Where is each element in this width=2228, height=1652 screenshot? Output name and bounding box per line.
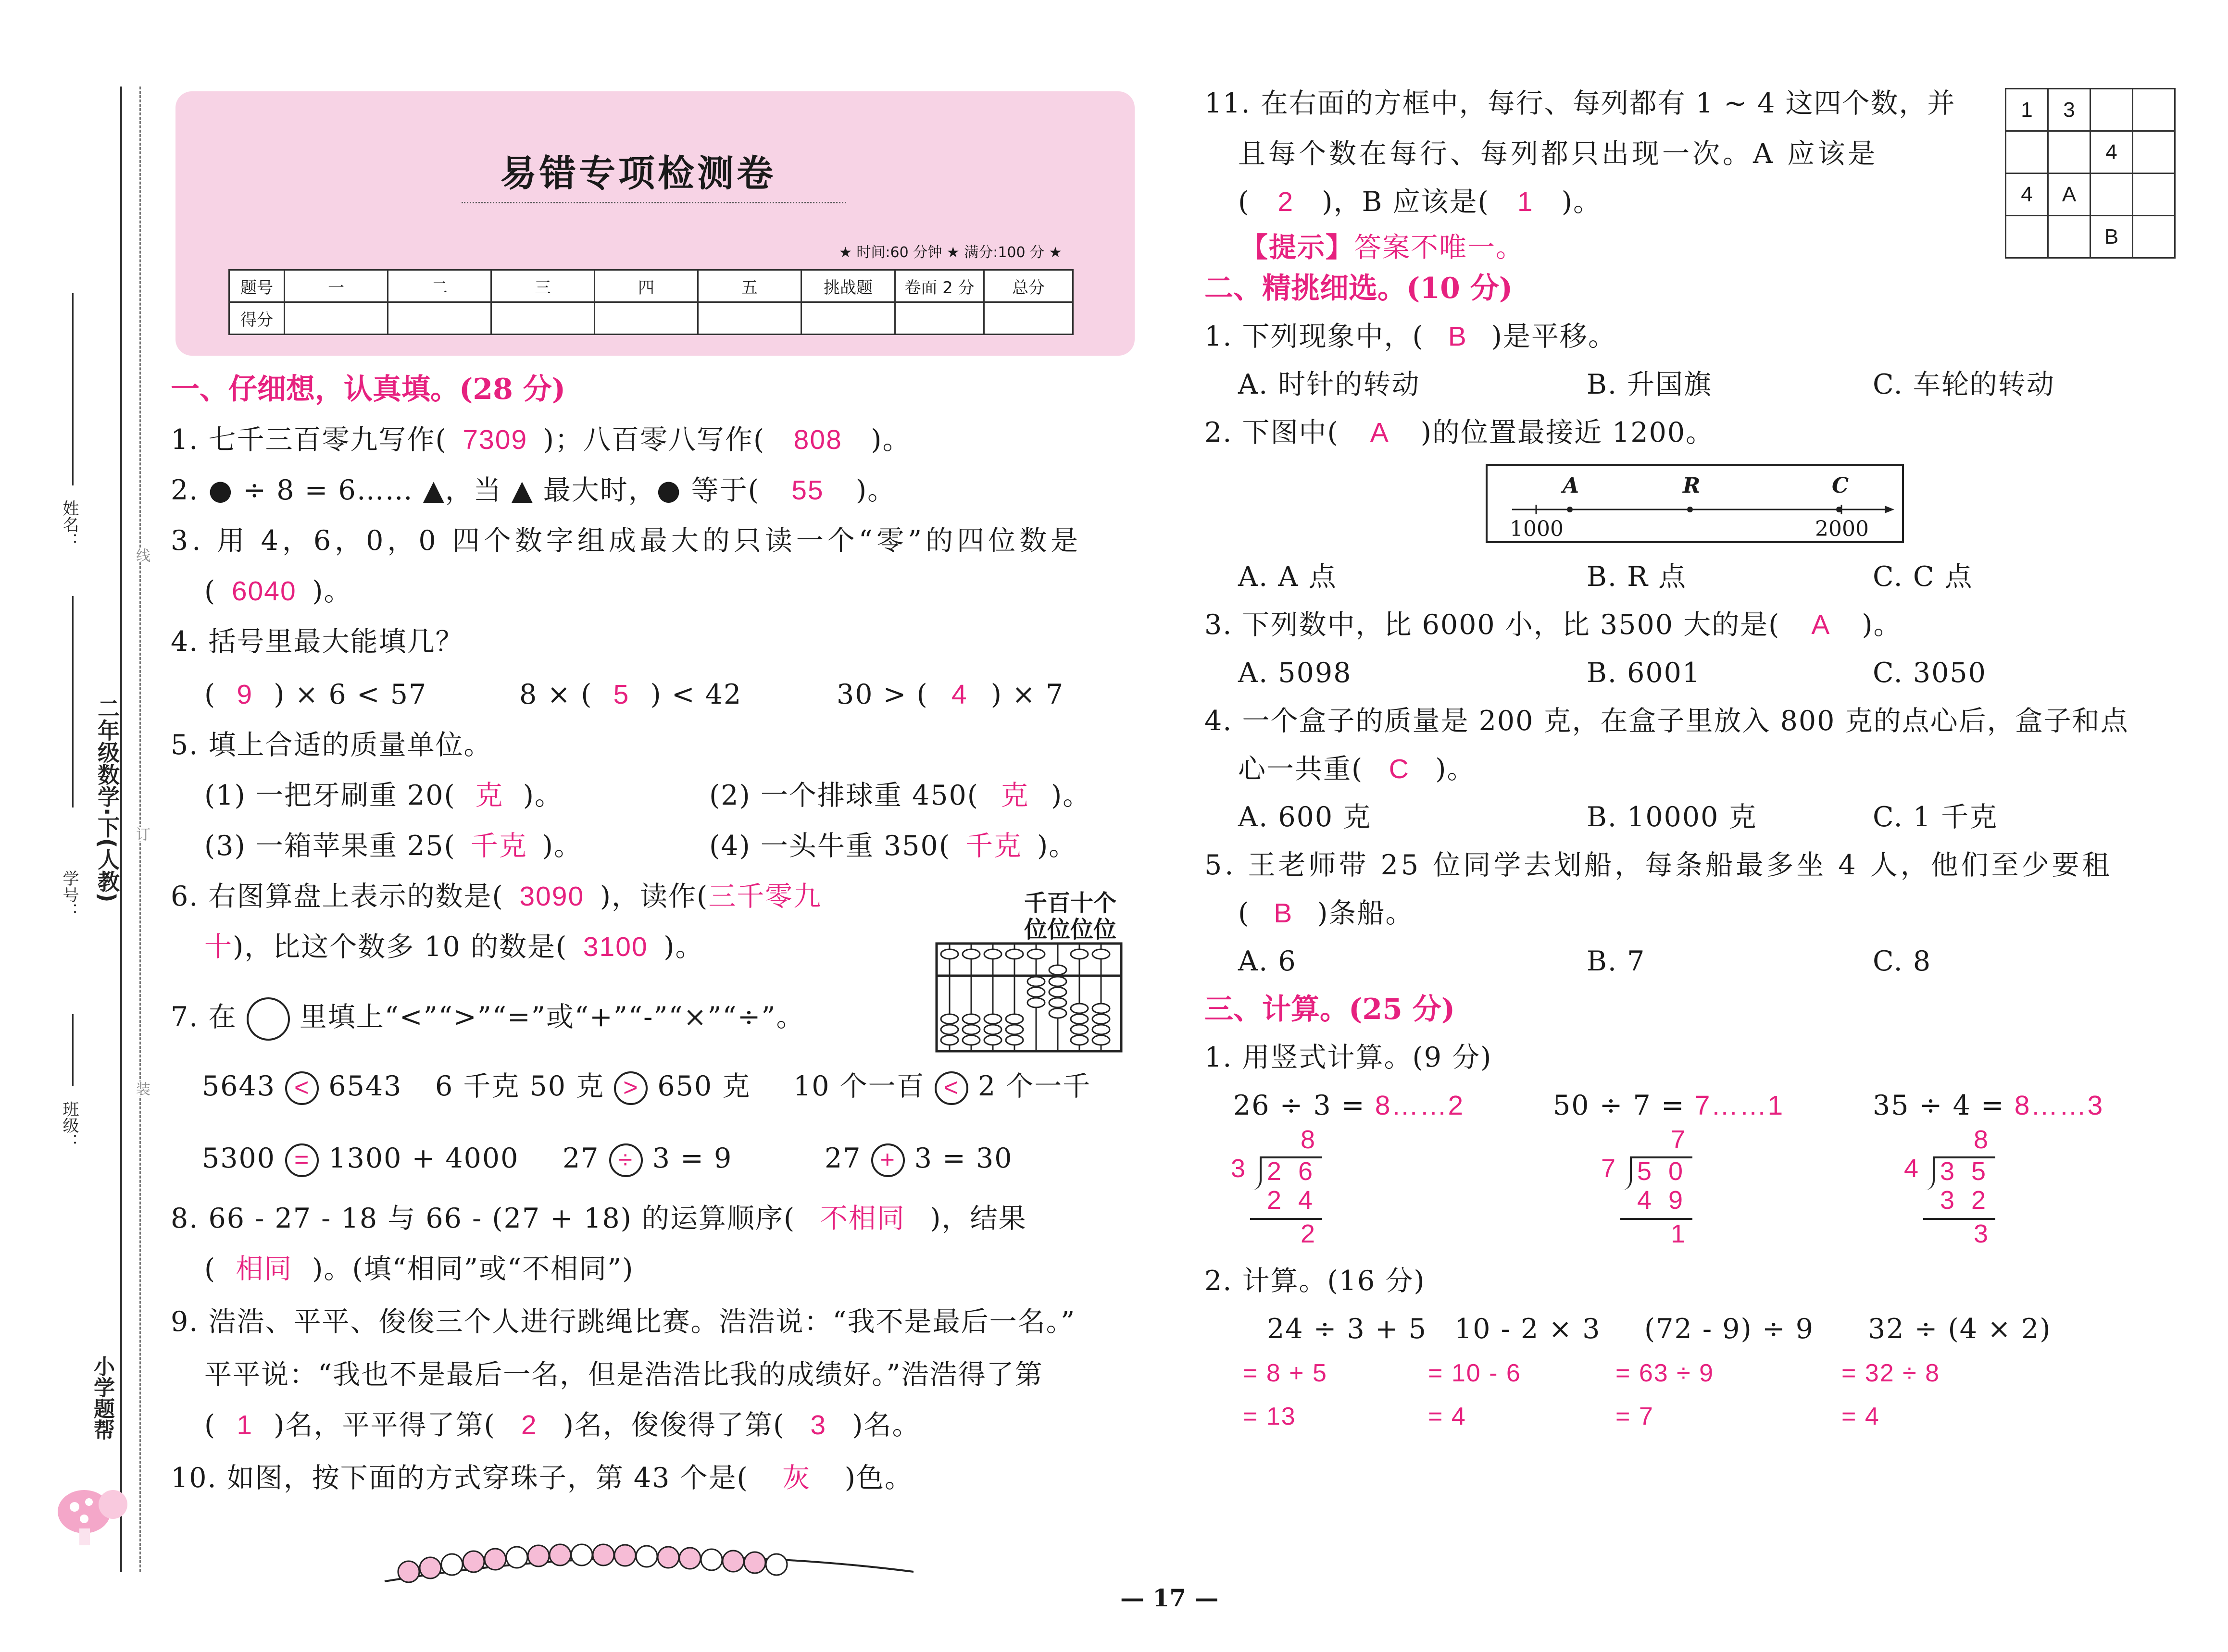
seal-mark: 装	[131, 1081, 152, 1096]
q2-text: 2. ● ÷ 8 = 6…… ▲，当 ▲ 最大时，● 等于(	[171, 474, 760, 506]
q10-text: )色。	[844, 1462, 914, 1494]
grid-cell	[2133, 174, 2175, 216]
grid-cell	[2090, 89, 2133, 131]
q6-text: )，读作(	[600, 881, 709, 912]
book-label: 二年级数学·下(人教)	[94, 697, 120, 903]
axis-point-c: C	[1832, 473, 1849, 498]
q7-row-2	[202, 1142, 519, 1177]
q5-text: )。	[542, 830, 582, 862]
q6-line2	[204, 930, 704, 964]
q7-right: 650 克	[657, 1070, 751, 1102]
grid-cell: 4	[2006, 174, 2048, 216]
s2-q4: 4. 一个盒子的质量是 200 克，在盒子里放入 800 克的点心后，盒子和点	[1204, 705, 2129, 737]
q7-left: 10 个一百	[793, 1070, 925, 1102]
q8-text: )。(填“相同”或“不相同”)	[312, 1253, 634, 1285]
q1-answer-2: 808	[793, 424, 842, 455]
division-expr-2	[1553, 1089, 1784, 1122]
division-answer: 8……2	[1375, 1090, 1464, 1121]
axis-end-label: 2000	[1815, 517, 1869, 541]
q4-expr-2	[519, 678, 742, 711]
q9-answer-3: 3	[810, 1410, 827, 1441]
quotient: 8	[1301, 1125, 1315, 1154]
axis-point-r: R	[1683, 473, 1701, 498]
product: 3 2	[1940, 1186, 1991, 1215]
class-blank	[72, 1014, 74, 1086]
hint-label: 【提示】	[1240, 231, 1354, 263]
empty-circle-icon	[247, 997, 290, 1041]
q6-text: 6. 右图算盘上表示的数是(	[171, 881, 504, 912]
hint-text: 答案不唯一。	[1354, 232, 1524, 263]
q6-answer-2-cont: 十	[204, 932, 233, 962]
q6-text: )。	[663, 931, 704, 963]
brand-label: 小学题帮	[90, 1355, 114, 1440]
q9-line3	[204, 1408, 920, 1442]
division-expr: 35 ÷ 4 =	[1873, 1090, 2015, 1121]
q9-line2: 平平说：“我也不是最后一名，但是浩浩比我的成绩好。”浩浩得了第	[204, 1359, 1043, 1391]
q9-line1: 9. 浩浩、平平、俊俊三个人进行跳绳比赛。浩浩说：“我不是最后一名。”	[171, 1306, 1076, 1338]
q10-answer: 灰	[782, 1463, 811, 1493]
axis-start-label: 1000	[1510, 517, 1564, 541]
s2-q5-answer: B	[1274, 898, 1293, 929]
q1-text: )；八百零八写作(	[543, 424, 765, 456]
s2-q3-opt-a: A. 5098	[1238, 657, 1352, 689]
page-number: — 17 —	[1120, 1584, 1219, 1612]
q4-text: ) < 42	[650, 679, 742, 710]
q6-answer-3: 3100	[583, 932, 648, 962]
sidebar-name-label: 姓名：	[60, 500, 79, 549]
grid-cell	[2006, 131, 2048, 174]
q5-answer-1: 克	[475, 780, 504, 811]
q11-text: )。	[1561, 186, 1602, 218]
division-bracket	[1620, 1156, 1632, 1190]
q7-text: 里填上“<”“>”“=”或“+”“-”“×”“÷”。	[299, 1001, 805, 1033]
q7-answer-circle: >	[614, 1071, 648, 1105]
q7-answer-circle: =	[285, 1143, 319, 1177]
name-blank	[72, 293, 74, 485]
q5-part-3	[204, 829, 582, 863]
grid-cell	[2133, 216, 2175, 258]
q8-text: )，结果	[930, 1203, 1027, 1234]
s2-q5-text: (	[1238, 897, 1250, 929]
q7-left: 27	[825, 1143, 862, 1174]
q4-title: 4. 括号里最大能填几？	[171, 626, 464, 658]
score-header: 题号	[229, 270, 285, 302]
score-table	[228, 269, 1074, 335]
q11-line2: 且每个数在每行、每列都只出现一次。A 应该是	[1238, 138, 1878, 170]
title-underline	[462, 202, 846, 203]
q9-text: )名，俊俊得了第(	[563, 1409, 785, 1441]
q2-text: )。	[855, 474, 896, 506]
division-expr-3	[1873, 1089, 2103, 1122]
calc-step-3a: = 63 ÷ 9	[1615, 1359, 1715, 1387]
q9-answer-2: 2	[521, 1410, 538, 1441]
s2-q3-opt-b: B. 6001	[1587, 657, 1701, 689]
score-header: 卷面 2 分	[895, 270, 984, 302]
q1	[171, 423, 911, 457]
q2	[171, 473, 896, 507]
q11-text: )，B 应该是(	[1322, 186, 1490, 218]
q7-row-1b	[435, 1069, 751, 1105]
s2-q5-line2	[1238, 896, 1414, 930]
q1-answer-1: 7309	[463, 424, 528, 455]
mushroom-logo	[55, 1476, 132, 1548]
q3-text: (	[204, 575, 216, 607]
bind-mark: 订	[131, 827, 152, 841]
s2-q4-opt-a: A. 600 克	[1238, 801, 1372, 833]
remainder: 3	[1974, 1219, 1989, 1248]
sidebar-id-label: 学号：	[60, 870, 79, 919]
q5-text: (2) 一个排球重 450(	[709, 780, 979, 811]
s2-q2-opt-b: B. R 点	[1587, 561, 1687, 593]
grid-cell: 1	[2006, 89, 2048, 131]
q1-text: 1. 七千三百零九写作(	[171, 424, 447, 456]
q8	[171, 1202, 1027, 1235]
q8-answer-1: 不相同	[820, 1203, 905, 1234]
grid-cell: 3	[2048, 89, 2090, 131]
division-expr: 26 ÷ 3 =	[1233, 1090, 1375, 1121]
q11-text: (	[1238, 186, 1250, 218]
section3-title: 三、计算。(25 分)	[1204, 993, 1455, 1026]
division-bracket	[1250, 1156, 1262, 1190]
q4-text: (	[204, 679, 216, 710]
q5-answer-3: 千克	[470, 831, 527, 861]
grid-cell	[2133, 89, 2175, 131]
s2-q5-opt-a: A. 6	[1238, 945, 1297, 977]
score-cell[interactable]	[698, 302, 801, 335]
q8-answer-2: 相同	[236, 1254, 293, 1284]
score-header: 五	[698, 270, 801, 302]
q5-title: 5. 填上合适的质量单位。	[171, 729, 492, 761]
s2-q1-opt-c: C. 车轮的转动	[1873, 369, 2055, 400]
q4-answer-2: 5	[613, 679, 630, 710]
calc-expr-2: 10 - 2 × 3	[1454, 1313, 1601, 1345]
s2-q1-text: )是平移。	[1491, 321, 1616, 352]
q7-title	[171, 997, 805, 1041]
dividend: 2 6	[1267, 1157, 1318, 1186]
q11-line1: 11. 在右面的方框中，每行、每列都有 1 ~ 4 这四个数，并	[1204, 87, 1956, 119]
score-header: 三	[491, 270, 595, 302]
q9-text: )名，平平得了第(	[274, 1409, 496, 1441]
s3-q2-title: 2. 计算。(16 分)	[1204, 1265, 1426, 1297]
s2-q4-opt-c: C. 1 千克	[1873, 801, 1998, 833]
s3-q1-title: 1. 用竖式计算。(9 分)	[1204, 1042, 1492, 1073]
divisor: 7	[1601, 1154, 1616, 1183]
division-expr-1	[1233, 1089, 1464, 1122]
q6	[171, 880, 828, 913]
s2-q4-answer: C	[1389, 754, 1410, 784]
calc-step-1b: = 13	[1243, 1403, 1296, 1430]
q4-text: ) × 7	[990, 679, 1064, 710]
q5-answer-2: 克	[1001, 780, 1029, 811]
s2-q5-opt-c: C. 8	[1873, 945, 1932, 977]
q5-text: )。	[1051, 780, 1091, 811]
q4-text: ) × 6 < 57	[274, 679, 427, 710]
q11-line3	[1238, 185, 1602, 219]
q7-row-2c	[825, 1142, 1013, 1177]
grid-cell	[2090, 174, 2133, 216]
divisor: 3	[1231, 1154, 1246, 1183]
section1-title: 一、仔细想，认真填。(28 分)	[171, 373, 566, 406]
q7-row-1c	[793, 1069, 1091, 1105]
id-blank	[72, 596, 74, 807]
calc-step-4a: = 32 ÷ 8	[1841, 1359, 1940, 1387]
q4-answer-1: 9	[237, 679, 253, 710]
q3-answer: 6040	[231, 576, 297, 607]
s2-q3	[1204, 608, 1902, 642]
q11-hint	[1240, 231, 1524, 264]
quotient: 7	[1671, 1125, 1686, 1154]
axis-point-a: A	[1563, 473, 1579, 498]
s2-q1	[1204, 320, 1616, 353]
calc-expr-3: (72 - 9) ÷ 9	[1644, 1313, 1815, 1345]
score-cell[interactable]	[895, 302, 984, 335]
sidebar-class-label: 班级：	[60, 1101, 79, 1150]
q4-expr-3	[837, 678, 1064, 711]
q1-text: )。	[871, 424, 911, 456]
s2-q2-opt-a: A. A 点	[1238, 561, 1337, 593]
q8-line2	[204, 1252, 634, 1286]
grid-cell: 4	[2090, 131, 2133, 174]
s2-q2-answer: A	[1370, 417, 1389, 448]
s2-q4-opt-b: B. 10000 克	[1587, 801, 1757, 833]
quotient: 8	[1974, 1125, 1989, 1154]
score-header: 二	[388, 270, 491, 302]
grid-cell	[2006, 216, 2048, 258]
q7-left: 6 千克 50 克	[435, 1070, 605, 1102]
score-cell[interactable]	[595, 302, 698, 335]
s2-q4-text: 心一共重(	[1238, 753, 1364, 785]
grid-cell	[2048, 131, 2090, 174]
long-division-1	[1231, 1125, 1351, 1259]
q7-right: 3 = 9	[652, 1143, 733, 1174]
abacus-label-2: 位位位位	[1024, 916, 1117, 943]
s2-q1-text: 1. 下列现象中，(	[1204, 321, 1424, 352]
remainder: 1	[1671, 1219, 1686, 1248]
q10-text: 10. 如图，按下面的方式穿珠子，第 43 个是(	[171, 1462, 749, 1494]
q8-text: (	[204, 1253, 216, 1285]
q4-text: 8 × (	[519, 679, 593, 710]
q7-right: 6543	[328, 1070, 402, 1102]
long-division-3	[1904, 1125, 2024, 1259]
q5-text: (1) 一把牙刷重 20(	[204, 780, 456, 811]
q7-answer-circle: <	[935, 1071, 968, 1105]
s2-q5-text: )条船。	[1317, 897, 1414, 929]
score-header: 挑战题	[801, 270, 895, 302]
s2-q3-answer: A	[1811, 609, 1831, 640]
q9-answer-1: 1	[237, 1410, 253, 1441]
abacus-label-1: 千百十个	[1024, 890, 1117, 917]
page-title: 易错专项检测卷	[500, 152, 776, 195]
s2-q4-text: )。	[1435, 753, 1476, 785]
s2-q5: 5. 王老师带 25 位同学去划船，每条船最多坐 4 人，他们至少要租	[1204, 849, 2113, 881]
score-cell[interactable]	[801, 302, 895, 335]
q5-part-4	[709, 829, 1077, 863]
score-header: 四	[595, 270, 698, 302]
calc-step-2b: = 4	[1428, 1403, 1466, 1430]
q6-text: )，比这个数多 10 的数是(	[233, 931, 568, 963]
s2-q3-text: )。	[1862, 609, 1902, 641]
q9-text: (	[204, 1409, 216, 1441]
q5-text: (4) 一头牛重 350(	[709, 830, 951, 862]
calc-step-1a: = 8 + 5	[1243, 1359, 1327, 1387]
q5-text: )。	[523, 780, 563, 811]
q5-part-2	[709, 779, 1091, 812]
q7-row-1	[202, 1069, 402, 1105]
q5-text: )。	[1037, 830, 1077, 862]
q3	[171, 524, 1082, 558]
long-division-2	[1601, 1125, 1721, 1259]
q6-answer-1: 3090	[519, 881, 585, 912]
score-header: 总分	[984, 270, 1073, 302]
q2-answer: 55	[791, 475, 824, 506]
division-answer: 8……3	[2014, 1090, 2104, 1121]
s2-q3-opt-c: C. 3050	[1873, 657, 1987, 689]
s2-q1-answer: B	[1448, 321, 1467, 352]
s2-q2	[1204, 416, 1714, 449]
beads-diagram	[380, 1528, 918, 1591]
remainder: 2	[1301, 1219, 1315, 1248]
dividend: 5 0	[1637, 1157, 1688, 1186]
score-cell[interactable]	[285, 302, 388, 335]
s2-q1-opt-a: A. 时针的转动	[1238, 369, 1420, 400]
q7-text: 7. 在	[171, 1001, 237, 1033]
score-header: 一	[285, 270, 388, 302]
q7-right: 2 个一千	[977, 1070, 1091, 1102]
q7-left: 5643	[202, 1070, 276, 1102]
q7-answer-circle: ÷	[609, 1143, 643, 1177]
q3-line2	[204, 574, 352, 608]
latin-square-grid	[2005, 88, 2176, 259]
exam-meta: ★ 时间:60 分钟 ★ 满分:100 分 ★	[839, 244, 1062, 261]
divisor: 4	[1904, 1154, 1919, 1183]
calc-step-3b: = 7	[1615, 1403, 1654, 1430]
q8-text: 8. 66 - 27 - 18 与 66 - (27 + 18) 的运算顺序(	[171, 1203, 796, 1234]
q11-answer-2: 1	[1517, 186, 1534, 217]
s2-q3-text: 3. 下列数中，比 6000 小，比 3500 大的是(	[1204, 609, 1780, 641]
s2-q2-text: 2. 下图中(	[1204, 417, 1339, 448]
s2-q5-opt-b: B. 7	[1587, 945, 1646, 977]
q9-text: )名。	[852, 1409, 921, 1441]
dividend: 3 5	[1940, 1157, 1991, 1186]
product: 4 9	[1637, 1186, 1688, 1215]
q4-answer-3: 4	[951, 679, 968, 710]
q7-left: 5300	[202, 1143, 276, 1174]
q7-left: 27	[563, 1143, 600, 1174]
abacus-diagram	[935, 942, 1123, 1053]
q4-text: 30 > (	[837, 679, 928, 710]
calc-expr-1: 24 ÷ 3 + 5	[1267, 1313, 1427, 1345]
q7-right: 3 = 30	[914, 1143, 1013, 1174]
score-row-label: 得分	[229, 302, 285, 335]
q6-answer-2: 三千零九	[708, 881, 822, 912]
q10	[171, 1461, 913, 1495]
grid-cell	[2048, 216, 2090, 258]
score-cell[interactable]	[491, 302, 595, 335]
q3-text: 3. 用 4，6，0，0 四个数字组成最大的只读一个“零”的四位数是	[171, 525, 1082, 557]
product: 2 4	[1267, 1186, 1318, 1215]
grid-cell	[2133, 131, 2175, 174]
q7-answer-circle: +	[871, 1143, 905, 1177]
q5-text: (3) 一箱苹果重 25(	[204, 830, 456, 862]
grid-cell: A	[2048, 174, 2090, 216]
s2-q1-opt-b: B. 升国旗	[1587, 369, 1713, 400]
line-mark: 线	[131, 548, 152, 562]
section2-title: 二、精挑细选。(10 分)	[1204, 272, 1513, 305]
division-answer: 7……1	[1694, 1090, 1784, 1121]
division-expr: 50 ÷ 7 =	[1553, 1090, 1695, 1121]
q3-text: )。	[312, 575, 352, 607]
division-bracket	[1923, 1156, 1935, 1190]
calc-step-4b: = 4	[1841, 1403, 1880, 1430]
q7-row-2b	[563, 1142, 732, 1177]
score-cell[interactable]	[388, 302, 491, 335]
calc-expr-4: 32 ÷ (4 × 2)	[1868, 1313, 2052, 1345]
calc-step-2a: = 10 - 6	[1428, 1359, 1521, 1387]
q5-answer-4: 千克	[965, 831, 1023, 861]
q5-part-1	[204, 779, 563, 812]
score-cell[interactable]	[984, 302, 1073, 335]
q4-expr-1	[204, 678, 427, 711]
q7-answer-circle: <	[285, 1071, 319, 1105]
q11-answer-1: 2	[1277, 186, 1294, 217]
grid-cell: B	[2090, 216, 2133, 258]
q7-right: 1300 + 4000	[328, 1143, 519, 1174]
s2-q4-line2	[1238, 752, 1476, 786]
s2-q2-opt-c: C. C 点	[1873, 561, 1973, 593]
s2-q2-text: )的位置最接近 1200。	[1420, 417, 1715, 448]
